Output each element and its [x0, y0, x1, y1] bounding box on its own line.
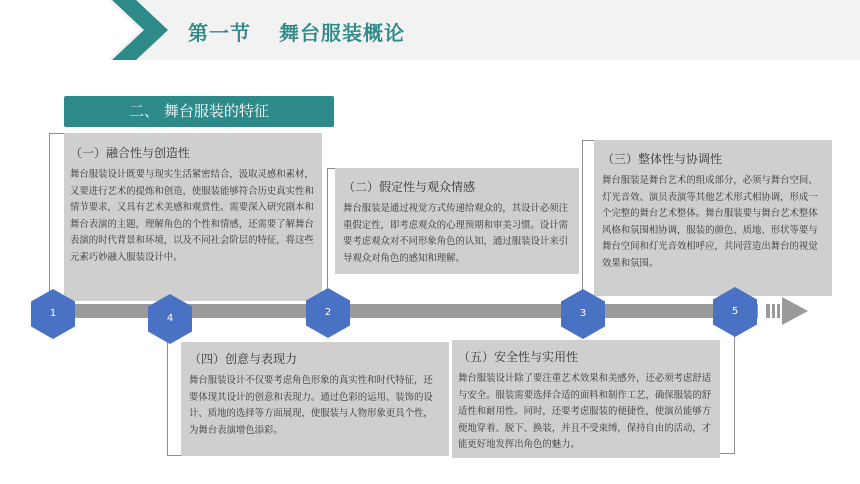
card-5 [452, 340, 720, 458]
node-3 [561, 289, 605, 339]
card-2-body: 舞台服装是通过视觉方式传递给观众的，其设计必须注重假定性，即考虑观众的心理预期和审美习惯。设计需要考虑观众对不同形象角色的认知，通过服装设计来引导观众对角色的感知和理解。 [343, 203, 569, 264]
connector-line-4-h [167, 455, 181, 456]
node-1 [31, 289, 75, 339]
card-1-body: 舞台服装设计既要与现实生活紧密结合，汲取灵感和素材，又要进行艺术的提炼和创造，使服装能够符合历史真实性和情节要求，又具有艺术美感和观赏性。需要深入研究剧本和舞台表演的主题，理解角色的个性和情感，还需要了解舞台表演的时代背景和环境，以及不同社会阶层的特征，将这些元素巧妙融入服装设计中。 [70, 169, 314, 263]
card-2 [335, 168, 579, 274]
node-4-label: 4 [166, 313, 174, 324]
arrow-right-icon [752, 291, 832, 331]
slide-header [0, 0, 860, 60]
connector-line-1 [49, 133, 50, 305]
node-2 [306, 288, 350, 338]
card-5-title: （五）安全性与实用性 [458, 350, 579, 364]
node-3-label: 3 [579, 308, 587, 319]
connector-line-2-h [327, 168, 335, 169]
card-4 [181, 342, 449, 456]
chevron-decoration-icon [0, 0, 200, 60]
card-2-title: （二）假定性与观众情感 [343, 180, 476, 194]
node-5-label: 5 [731, 306, 739, 317]
node-1-label: 1 [49, 308, 57, 319]
node-2-label: 2 [324, 307, 332, 318]
card-3 [594, 140, 832, 296]
card-4-body: 舞台服装设计不仅要考虑角色形象的真实性和时代特征，还要体现其设计的创意和表现力。通过色彩的运用、装饰的设计、质地的选择等方面展现，使服装与人物形象更具个性，为舞台表演增色添彩。 [189, 375, 433, 436]
connector-line-5 [734, 318, 735, 454]
card-1-title: （一）融合性与创造性 [70, 146, 191, 160]
section-label: 二、 舞台服装的特征 [64, 96, 334, 127]
connector-line-1-h [49, 133, 65, 134]
card-5-body: 舞台服装设计除了要注重艺术效果和美感外，还必须考虑舒适与安全。服装需要选择合适的面料和制作工艺，确保服装的舒适性和耐用性。同时，还要考虑服装的便捷性，使演员能够方便地穿着、脱下、换装，并且不受束缚，保持自由的活动，才能更好地发挥出角色的魅力。 [458, 373, 712, 450]
card-3-title: （三）整体性与协调性 [602, 152, 723, 166]
connector-line-2 [327, 168, 328, 304]
connector-line-3-h [582, 140, 594, 141]
card-3-body: 舞台服装是舞台艺术的组成部分，必须与舞台空间、灯光音效、演员表演等其他艺术形式相协调，形成一个完整的舞台艺术整体。舞台服装要与舞台艺术整体风格和氛围相协调，服装的颜色、质地、形状等要与舞台空间和灯光音效相呼应，共同营造出舞台的视觉效果和氛围。 [602, 175, 818, 269]
connector-line-3 [582, 140, 583, 304]
connector-line-5-h [720, 453, 734, 454]
section-title: 舞台服装概论 [279, 21, 405, 45]
node-5 [713, 287, 757, 337]
card-4-title: （四）创意与表现力 [189, 352, 298, 366]
page-title [188, 17, 405, 46]
card-1 [64, 133, 322, 301]
node-4 [148, 294, 192, 344]
section-number: 第一节 [188, 21, 251, 45]
